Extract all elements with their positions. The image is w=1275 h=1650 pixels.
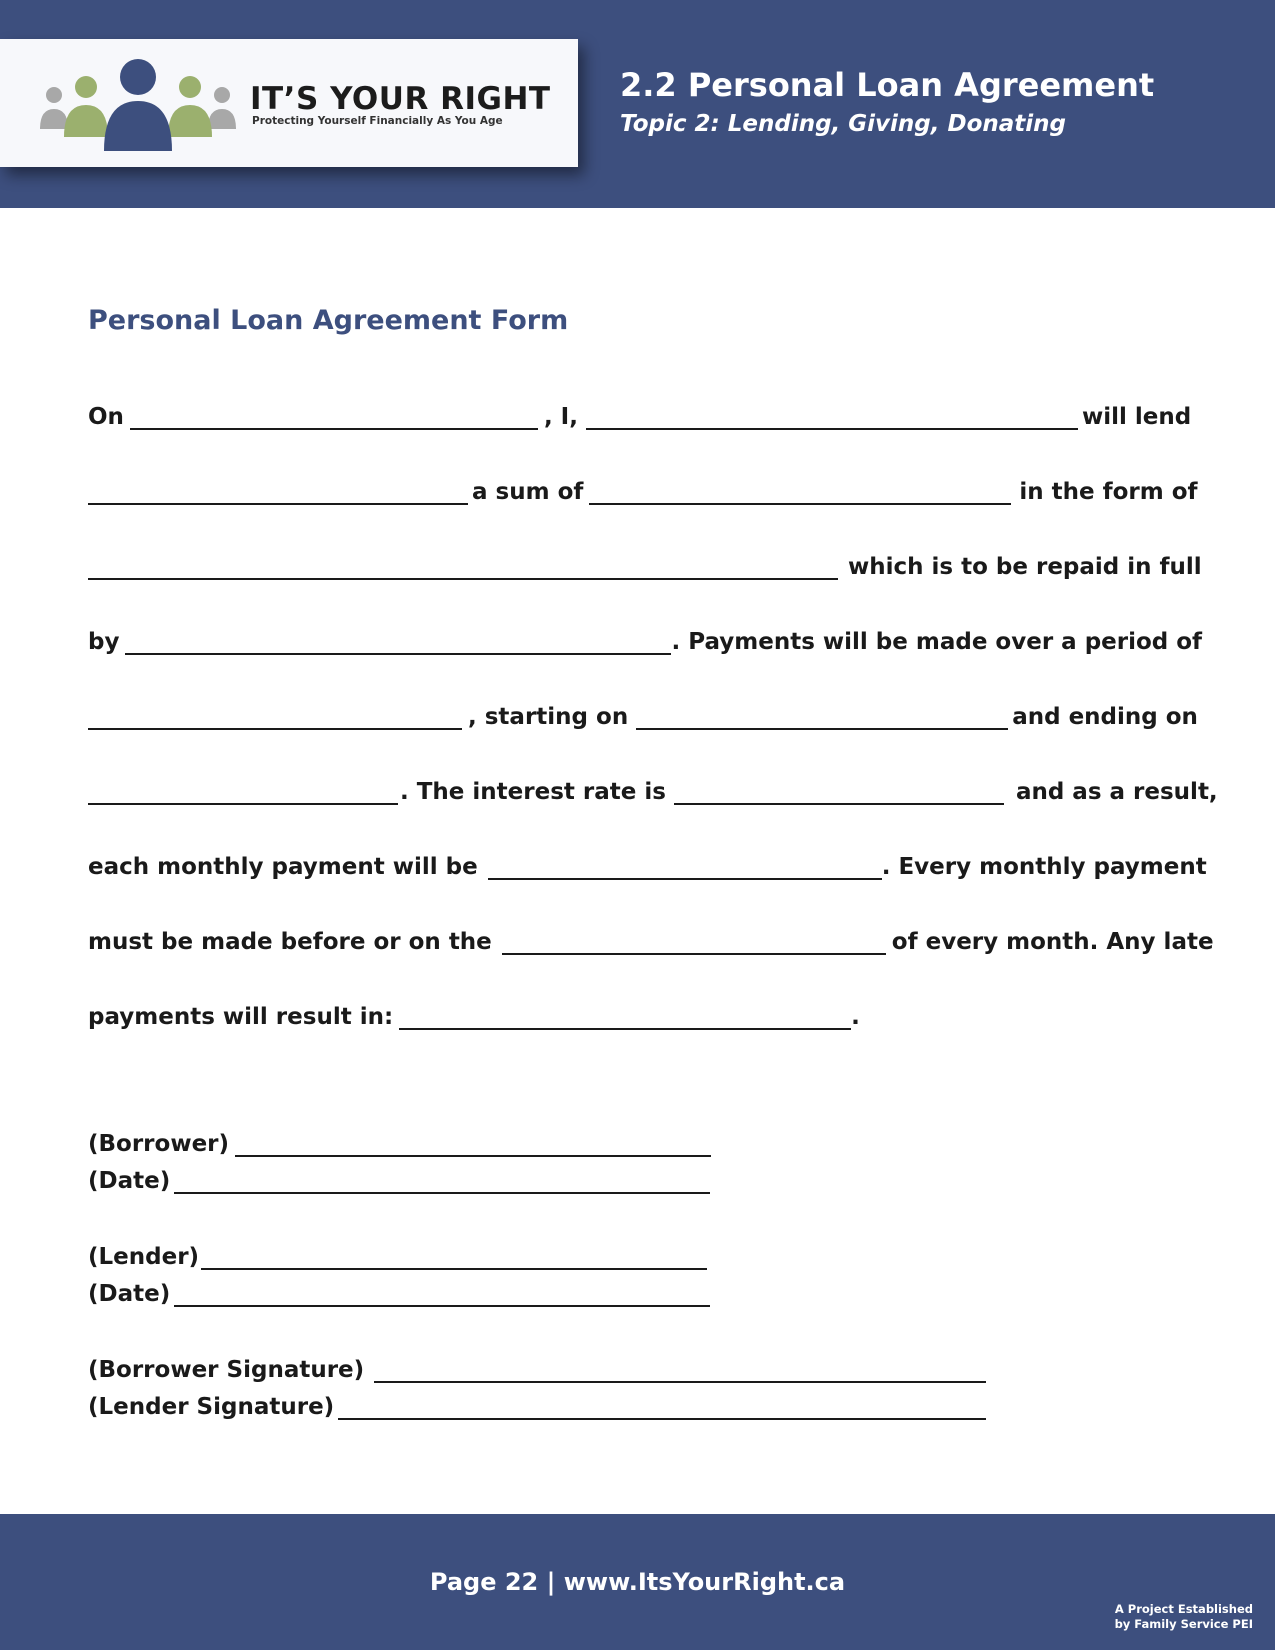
form-title: Personal Loan Agreement Form	[88, 305, 569, 336]
end-date-field[interactable]	[88, 779, 398, 805]
line-text: which is to be repaid in full	[848, 554, 1202, 580]
footer-credit-line: by Family Service PEI	[1114, 1617, 1253, 1631]
people-logo-icon	[40, 57, 236, 151]
line-text: in the form of	[1019, 479, 1198, 505]
borrower-signature-label: (Borrower Signature)	[88, 1357, 365, 1383]
line-text: .	[851, 1004, 860, 1030]
lender-signature-label: (Lender Signature)	[88, 1394, 335, 1420]
lender-label: (Lender)	[88, 1244, 200, 1270]
footer-page-link[interactable]: Page 22 | www.ItsYourRight.ca	[429, 1568, 846, 1596]
late-payment-result-field[interactable]	[399, 1004, 851, 1030]
line-text: . Every monthly payment	[881, 854, 1207, 880]
footer-credit-line: A Project Established	[1114, 1602, 1253, 1616]
form-line-7	[88, 850, 1207, 880]
payment-due-day-field[interactable]	[502, 929, 886, 955]
footer-credit	[1115, 1602, 1253, 1632]
form-line-3	[88, 550, 1202, 580]
lender-date-field[interactable]	[174, 1281, 710, 1307]
form-line-5	[88, 700, 1198, 730]
form-line-9	[88, 1000, 860, 1030]
line-text: of every month. Any late	[891, 929, 1214, 955]
lender-date-label: (Date)	[88, 1281, 171, 1307]
form-line-2	[88, 475, 1198, 505]
lender-date-row	[88, 1277, 710, 1307]
lender-name-field[interactable]	[586, 404, 1078, 430]
line-text: On	[88, 404, 124, 430]
start-date-field[interactable]	[636, 704, 1008, 730]
loan-amount-field[interactable]	[589, 479, 1011, 505]
borrower-signature-row	[88, 1353, 986, 1383]
line-text: and ending on	[1012, 704, 1198, 730]
form-line-6	[88, 775, 1218, 805]
line-text: a sum of	[472, 479, 584, 505]
lender-row	[88, 1240, 707, 1270]
header-band	[0, 0, 1275, 208]
line-text: , starting on	[468, 704, 629, 730]
borrower-date-field[interactable]	[174, 1168, 710, 1194]
line-text: must be made before or on the	[88, 929, 492, 955]
repay-by-date-field[interactable]	[125, 629, 671, 655]
line-text: by	[88, 629, 120, 655]
footer-band	[0, 1514, 1275, 1650]
lender-field[interactable]	[201, 1244, 707, 1270]
line-text: , I,	[543, 404, 578, 430]
payment-period-field[interactable]	[88, 704, 462, 730]
line-text: and as a result,	[1015, 779, 1218, 805]
line-text: payments will result in:	[88, 1004, 394, 1030]
line-text: . The interest rate is	[400, 779, 666, 805]
page-title: 2.2 Personal Loan Agreement	[620, 66, 1155, 104]
lender-signature-field[interactable]	[338, 1394, 986, 1420]
form-line-4	[88, 625, 1202, 655]
borrower-row	[88, 1127, 711, 1157]
form-line-1	[88, 400, 1191, 430]
interest-rate-field[interactable]	[674, 779, 1004, 805]
borrower-signature-field[interactable]	[374, 1357, 986, 1383]
logo-title: IT’S YOUR RIGHT	[250, 81, 551, 117]
borrower-label: (Borrower)	[88, 1131, 230, 1157]
loan-form-field[interactable]	[88, 554, 838, 580]
logo-tagline: Protecting Yourself Financially As You Age	[252, 115, 503, 127]
line-text: will lend	[1081, 404, 1192, 430]
logo-card	[0, 39, 578, 167]
line-text: . Payments will be made over a period of	[671, 629, 1203, 655]
loan-date-field[interactable]	[130, 404, 538, 430]
form-line-8	[88, 925, 1214, 955]
borrower-date-row	[88, 1164, 710, 1194]
borrower-name-field[interactable]	[88, 479, 468, 505]
borrower-date-label: (Date)	[88, 1168, 171, 1194]
line-text: each monthly payment will be	[88, 854, 478, 880]
lender-signature-row	[88, 1390, 986, 1420]
page-subtitle: Topic 2: Lending, Giving, Donating	[620, 111, 1067, 137]
monthly-payment-field[interactable]	[488, 854, 882, 880]
borrower-field[interactable]	[235, 1131, 711, 1157]
